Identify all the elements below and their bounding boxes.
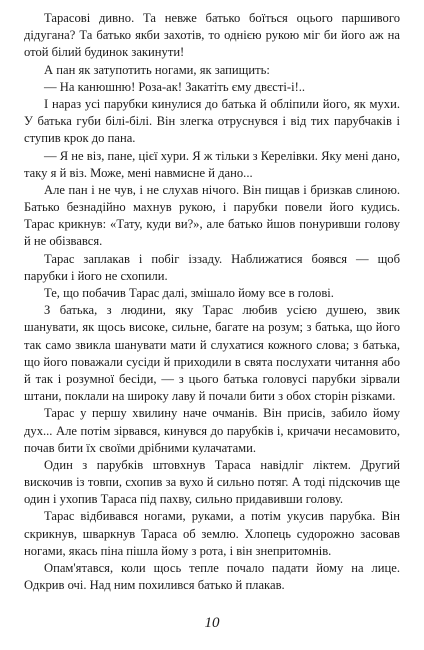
paragraph: Але пан і не чув, і не слухав нічого. Він пищав і бризкав слиною. Батько безнадійно махнув рукою, і парубки повели його кудись. Тарас крикнув: «Тату, куди ви?», але батько йшов понуривши голову й не обізвався. bbox=[24, 182, 400, 249]
paragraph: — Я не віз, пане, цієї хури. Я ж тільки з Керелівки. Яку мені дано, таку я й віз. Може, мені навмисне й дано... bbox=[24, 148, 400, 180]
paragraph: А пан як затупотить ногами, як запищить: bbox=[44, 62, 270, 77]
paragraph: Один з парубків штовхнув Тараса навідліг ліктем. Другий вискочив із товпи, схопив за вухо й сильно потяг. А тоді підскочив ще один і ухопив Тараса під пахву, сильно придавивши голову. bbox=[24, 457, 400, 507]
paragraph: Те, що побачив Тарас далі, змішало йому все в голові. bbox=[44, 286, 334, 300]
paragraph: Тарас заплакав і побіг іззаду. Наближатися боявся — щоб парубки і його не схопили. bbox=[24, 251, 400, 283]
paragraph: Опам'ятався, коли щось тепле почало падати йому на лице. Одкрив очі. Над ним похилився батько й плакав. bbox=[24, 561, 400, 593]
page-number: 10 bbox=[204, 615, 220, 631]
paragraph: Тарас відбивався ногами, руками, а потім укусив парубка. Він скрикнув, шваркнув Тараса об землю. Хлопець судорожно засовав ногами, якась піна пішла йому з рота, і він знепритомнів. bbox=[24, 509, 400, 558]
paragraph: І нараз усі парубки кинулися до батька й обліпили його, як мухи. У батька губи білі-білі. Він злегка отруснувся і від тих парубчаків і ступив крок до пана. bbox=[24, 96, 400, 146]
paragraph: Тарас у першу хвилину наче очманів. Він присів, забило йому дух... Але потім зірвався, кинувся до парубків і, кричачи несамовито, почав бити їх своїми дрібними кулачатами. bbox=[24, 406, 400, 455]
paragraph: Тарасові дивно. Та невже батько боїться оцього паршивого дідугана? Та батько якби захотів, то однією рукою міг би його аж на отой білий будинок закинути! bbox=[24, 11, 400, 60]
book-page bbox=[24, 10, 400, 640]
page-body-text bbox=[24, 10, 400, 594]
paragraph: З батька, з людини, яку Тарас любив усією душею, звик шанувати, як щось високе, сильне, багате на розум; з батька, що його так само звикла шанувати мати й слухатися кожного слова; з батька, що його поважали сусіди й приходили в свята послухати читання або й так і розумної бесіди, — з цього батька головусі парубки зірвали штани, поклали на широку лаву й почали бити з обох сторін різками. bbox=[24, 303, 400, 404]
paragraph: — На канюшню! Роза-ак! Закатіть єму двєсті-і!.. bbox=[44, 79, 306, 94]
